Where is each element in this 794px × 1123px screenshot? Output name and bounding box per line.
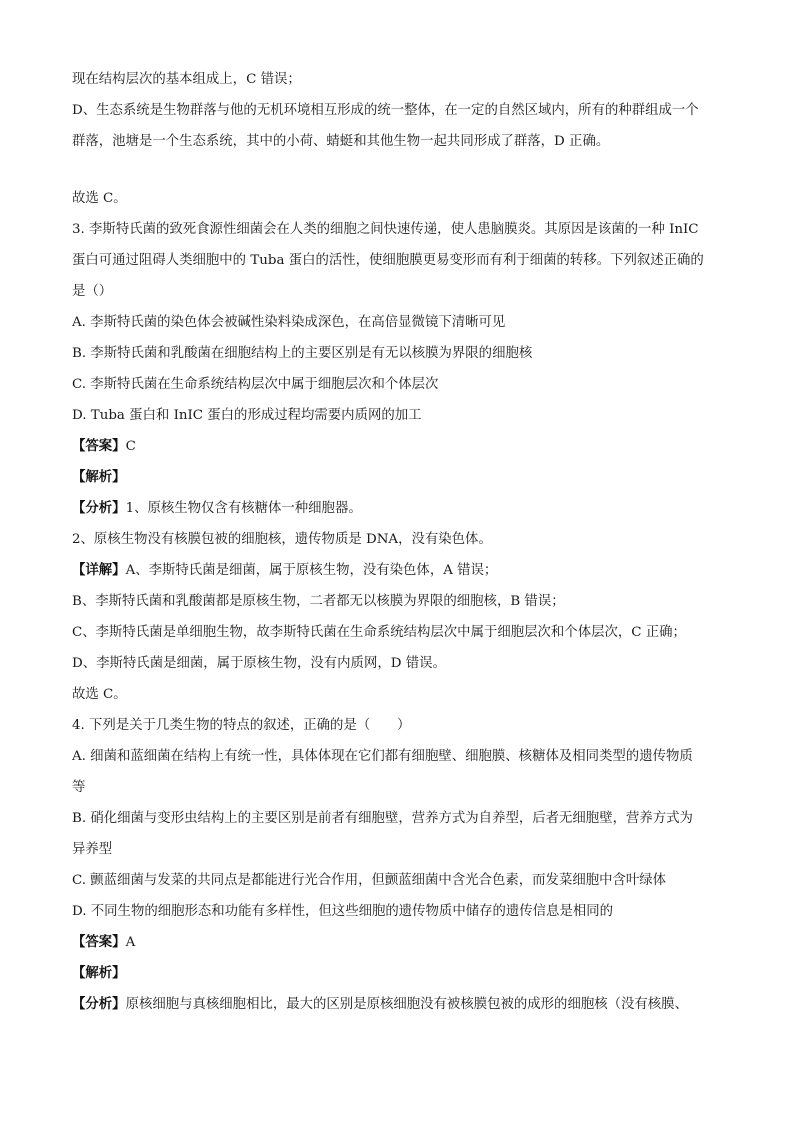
option-b: B. 李斯特氏菌和乳酸菌在细胞结构上的主要区别是有无以核膜为界限的细胞核 bbox=[72, 346, 533, 361]
answer-line bbox=[72, 431, 732, 462]
fenxi-text: 原核细胞与真核细胞相比，最大的区别是原核细胞没有被核膜包被的成形的细胞核（没有核膜、 bbox=[125, 997, 688, 1012]
paragraph-gap bbox=[72, 157, 732, 183]
option-d: D. Tuba 蛋白和 InIC 蛋白的形成过程均需要内质网的加工 bbox=[72, 408, 422, 423]
answer-value: C bbox=[125, 439, 136, 454]
option-b: B. 硝化细菌与变形虫结构上的主要区别是前者有细胞壁，营养方式为自养型，后者无细胞壁，营养方式为 bbox=[72, 811, 693, 826]
answer-value: A bbox=[125, 935, 136, 950]
answer-tag: 【答案】 bbox=[72, 439, 126, 454]
answer-line bbox=[72, 927, 732, 958]
text-line: C、李斯特氏菌是单细胞生物，故李斯特氏菌在生命系统结构层次中属于细胞层次和个体层次，C 正确； bbox=[72, 625, 686, 640]
fenxi-text: 1、原核生物仅含有核糖体一种细胞器。 bbox=[125, 501, 362, 516]
text-line: D、生态系统是生物群落与他的无机环境相互形成的统一整体，在一定的自然区域内，所有的种群组成一个 bbox=[72, 103, 699, 118]
option-a: A. 细菌和蓝细菌在结构上有统一性，具体体现在它们都有细胞壁、细胞膜、核糖体及相同类型的遗传物质 bbox=[72, 749, 693, 764]
option-a: A. 李斯特氏菌的染色体会被碱性染料染成深色，在高倍显微镜下清晰可见 bbox=[72, 315, 506, 330]
question-3-stem: 蛋白可通过阻碍人类细胞中的 Tuba 蛋白的活性，使细胞膜更易变形而有利于细菌的转移。下列叙述正确的 bbox=[72, 253, 704, 268]
text-line: 故选 C。 bbox=[72, 191, 127, 206]
option-d: D. 不同生物的细胞形态和功能有多样性，但这些细胞的遗传物质中储存的遗传信息是相同的 bbox=[72, 904, 614, 919]
fenxi-line bbox=[72, 493, 732, 524]
xiangjie-text: A、李斯特氏菌是细菌，属于原核生物，没有染色体，A 错误； bbox=[125, 563, 498, 578]
option-c: C. 李斯特氏菌在生命系统结构层次中属于细胞层次和个体层次 bbox=[72, 377, 439, 392]
analysis-line bbox=[72, 462, 732, 493]
text-line: D、李斯特氏菌是细菌，属于原核生物，没有内质网，D 错误。 bbox=[72, 656, 446, 671]
fenxi-tag: 【分析】 bbox=[72, 501, 126, 516]
analysis-tag: 【解析】 bbox=[72, 966, 126, 981]
text-line: 故选 C。 bbox=[72, 687, 127, 702]
analysis-tag: 【解析】 bbox=[72, 470, 126, 485]
analysis-line bbox=[72, 958, 732, 989]
text-line: 2、原核生物没有核膜包被的细胞核，遗传物质是 DNA，没有染色体。 bbox=[72, 532, 492, 547]
question-3-stem: 是（） bbox=[72, 284, 113, 299]
text-line: 现在结构层次的基本组成上，C 错误； bbox=[72, 72, 301, 87]
question-3-stem: 3. 李斯特氏菌的致死食源性细菌会在人类的细胞之间快速传递，使人患脑膜炎。其原因是该菌的一种 InIC bbox=[72, 222, 699, 237]
text-line: 群落，池塘是一个生态系统，其中的小荷、蜻蜓和其他生物一起共同形成了群落，D 正确。 bbox=[72, 134, 610, 149]
option-c: C. 颤蓝细菌与发菜的共同点是都能进行光合作用，但颤蓝细菌中含光合色素，而发菜细胞中含叶绿体 bbox=[72, 873, 667, 888]
xiangjie-line bbox=[72, 555, 732, 586]
fenxi-line bbox=[72, 989, 732, 1020]
answer-tag: 【答案】 bbox=[72, 935, 126, 950]
question-4-stem: 4. 下列是关于几类生物的特点的叙述，正确的是（ ） bbox=[72, 718, 411, 733]
text-line: B、李斯特氏菌和乳酸菌都是原核生物，二者都无以核膜为界限的细胞核，B 错误； bbox=[72, 594, 565, 609]
fenxi-tag: 【分析】 bbox=[72, 997, 126, 1012]
option-b-cont: 异养型 bbox=[72, 842, 113, 857]
option-a-cont: 等 bbox=[72, 780, 86, 795]
xiangjie-tag: 【详解】 bbox=[72, 563, 126, 578]
document-page bbox=[72, 64, 732, 1020]
